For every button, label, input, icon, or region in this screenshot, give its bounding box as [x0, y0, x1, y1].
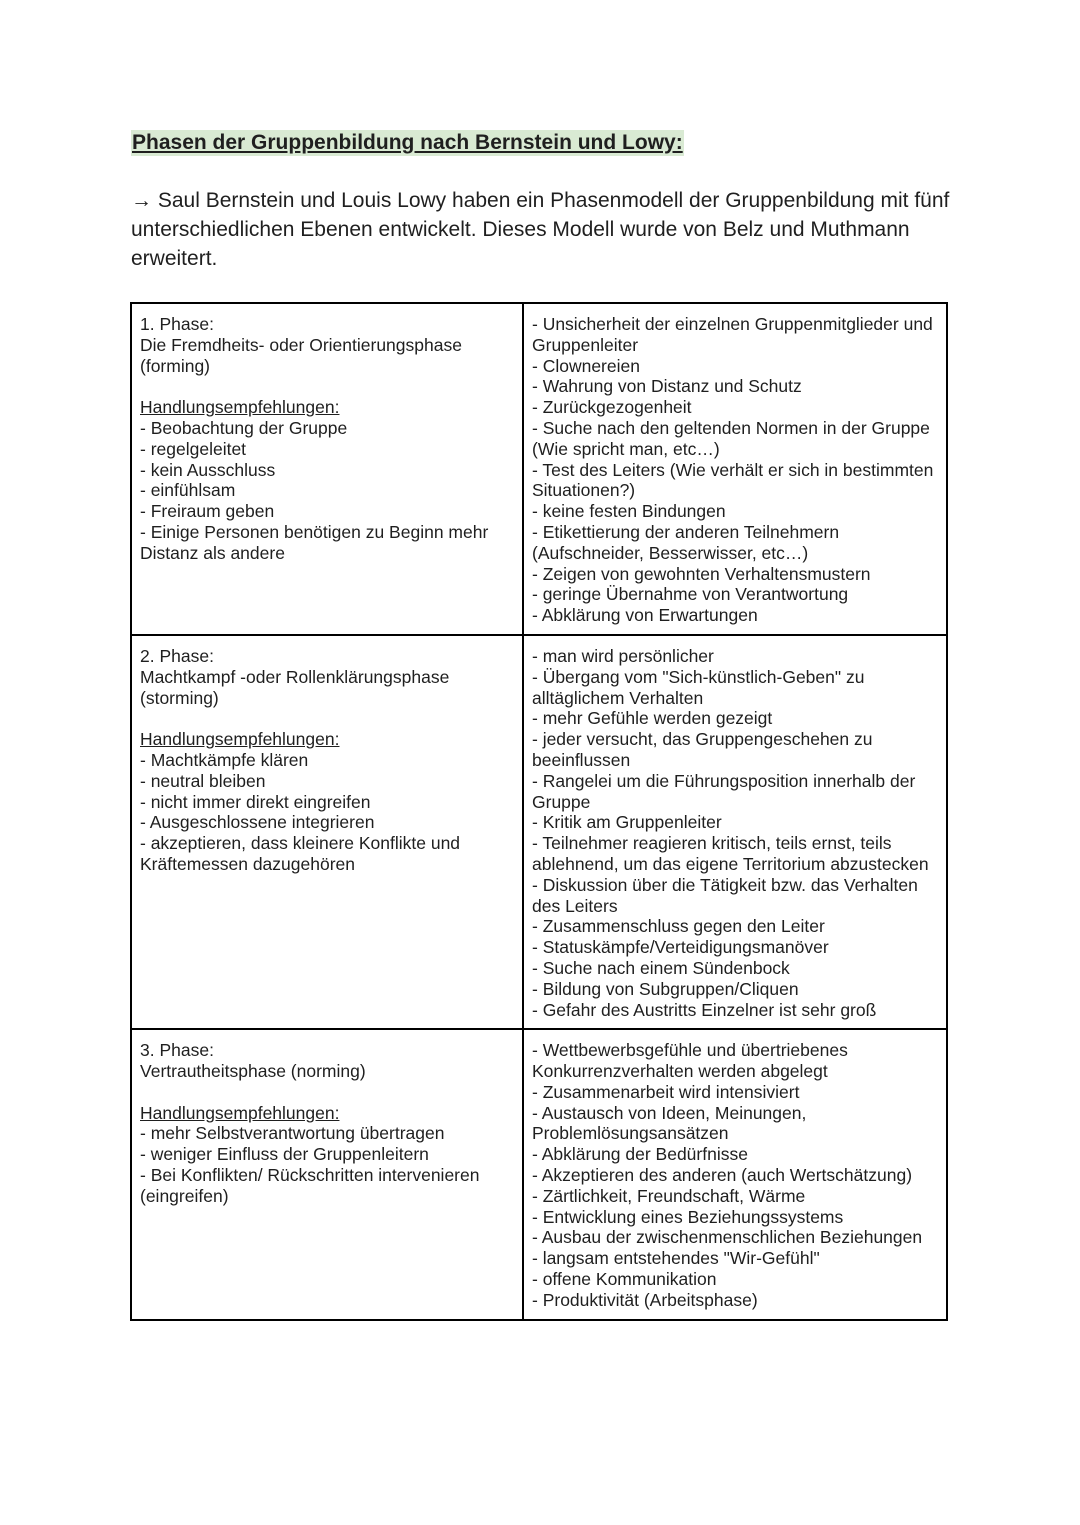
- intro-paragraph: → Saul Bernstein und Louis Lowy haben ein Phasenmodell der Gruppenbildung mit fünf unterschiedlichen Ebenen entwickelt. Dieses Modell wurde von Belz und Muthmann erweitert.: [131, 189, 950, 270]
- characteristic-item: - Abklärung von Erwartungen: [532, 605, 758, 626]
- phase-characteristics-cell: [523, 303, 947, 635]
- characteristic-item: - Gefahr des Austritts Einzelner ist sehr groß: [532, 999, 877, 1020]
- phase-number: 2. Phase:: [140, 645, 214, 666]
- recommendation-item: - Ausgeschlossene integrieren: [140, 812, 375, 833]
- characteristic-item: - Wettbewerbsgefühle und übertriebenes Konkurrenzverhalten werden abgelegt: [532, 1040, 848, 1082]
- phase-characteristics-cell: [523, 635, 947, 1029]
- characteristic-item: - keine festen Bindungen: [532, 501, 726, 522]
- phase-description-cell: [131, 1029, 523, 1319]
- characteristic-item: - geringe Übernahme von Verantwortung: [532, 584, 849, 605]
- characteristic-item: - Bildung von Subgruppen/Cliquen: [532, 978, 799, 999]
- characteristic-item: - man wird persönlicher: [532, 645, 714, 666]
- document-title: Phasen der Gruppenbildung nach Bernstein und Lowy:: [132, 131, 683, 154]
- characteristic-item: - Unsicherheit der einzelnen Gruppenmitglieder und Gruppenleiter: [532, 314, 933, 355]
- recommendation-item: - Beobachtung der Gruppe: [140, 417, 348, 438]
- recommendation-item: - nicht immer direkt eingreifen: [140, 791, 371, 812]
- characteristic-item: - Rangelei um die Führungsposition innerhalb der Gruppe: [532, 770, 916, 812]
- characteristic-item: - Entwicklung eines Beziehungssystems: [532, 1206, 844, 1227]
- characteristic-item: - Teilnehmer reagieren kritisch, teils ernst, teils ablehnend, um das eigene Territorium abzustecken: [532, 833, 929, 874]
- characteristic-item: - Zärtlichkeit, Freundschaft, Wärme: [532, 1185, 806, 1206]
- recommendation-item: - einfühlsam: [140, 480, 236, 501]
- characteristic-item: - Statuskämpfe/Verteidigungsmanöver: [532, 937, 829, 958]
- characteristic-item: - Kritik am Gruppenleiter: [532, 812, 722, 833]
- recommendation-item: - Freiraum geben: [140, 501, 275, 522]
- characteristic-item: - Suche nach den geltenden Normen in der Gruppe (Wie spricht man, etc…): [532, 417, 930, 459]
- phase-number: 1. Phase:: [140, 314, 214, 334]
- characteristic-item: - Clownereien: [532, 355, 640, 376]
- spacer: [140, 376, 514, 397]
- phase-english-name: (forming): [140, 355, 211, 376]
- characteristic-item: - Akzeptieren des anderen (auch Wertschätzung): [532, 1165, 913, 1186]
- recommendations-heading: Handlungsempfehlungen:: [140, 729, 340, 750]
- characteristic-item: - Wahrung von Distanz und Schutz: [532, 376, 802, 397]
- phase-name: Vertrautheitsphase (norming): [140, 1061, 366, 1082]
- recommendation-item: - mehr Selbstverantwortung übertragen: [140, 1123, 445, 1144]
- phase-description-cell: [131, 303, 523, 635]
- recommendation-item: - Einige Personen benötigen zu Beginn mehr Distanz als andere: [140, 521, 489, 563]
- recommendation-item: - akzeptieren, dass kleinere Konflikte und Kräftemessen dazugehören: [140, 833, 461, 874]
- characteristic-item: - Produktivität (Arbeitsphase): [532, 1289, 758, 1310]
- phase-english-name: (storming): [140, 687, 219, 708]
- characteristic-item: - Ausbau der zwischenmenschlichen Beziehungen: [532, 1227, 923, 1248]
- recommendation-item: - weniger Einfluss der Gruppenleitern: [140, 1144, 429, 1165]
- phase-number: 3. Phase:: [140, 1040, 214, 1061]
- characteristic-item: - offene Kommunikation: [532, 1269, 717, 1290]
- phase-description-cell: [131, 635, 523, 1029]
- phases-table: [130, 302, 948, 1321]
- phase-row: [131, 1029, 947, 1319]
- recommendation-item: - Machtkämpfe klären: [140, 749, 309, 770]
- phase-name: Die Fremdheits- oder Orientierungsphase: [140, 334, 462, 355]
- phase-characteristics-cell: [523, 1029, 947, 1319]
- characteristic-item: - Etikettierung der anderen Teilnehmern (Aufschneider, Besserwisser, etc…): [532, 521, 840, 563]
- recommendation-item: - neutral bleiben: [140, 770, 266, 791]
- recommendations-heading: Handlungsempfehlungen:: [140, 1102, 340, 1123]
- characteristic-item: - Zusammenarbeit wird intensiviert: [532, 1081, 800, 1102]
- characteristic-item: - langsam entstehendes "Wir-Gefühl": [532, 1248, 820, 1269]
- characteristic-item: - jeder versucht, das Gruppengeschehen zu beeinflussen: [532, 729, 873, 770]
- characteristic-item: - Abklärung der Bedürfnisse: [532, 1144, 748, 1165]
- characteristic-item: - Zusammenschluss gegen den Leiter: [532, 916, 825, 937]
- characteristic-item: - Zurückgezogenheit: [532, 397, 692, 418]
- recommendation-item: - kein Ausschluss: [140, 459, 276, 480]
- recommendation-item: - Bei Konflikten/ Rückschritten intervenieren (eingreifen): [140, 1165, 480, 1206]
- phases-table-body: [131, 303, 947, 1320]
- characteristic-item: - Diskussion über die Tätigkeit bzw. das Verhalten des Leiters: [532, 874, 918, 916]
- characteristic-item: - Suche nach einem Sündenbock: [532, 957, 790, 978]
- characteristic-item: - Austausch von Ideen, Meinungen, Problemlösungsansätzen: [532, 1102, 807, 1144]
- phase-row: [131, 635, 947, 1029]
- spacer: [140, 1082, 514, 1103]
- characteristic-item: - Test des Leiters (Wie verhält er sich in bestimmten Situationen?): [532, 459, 934, 501]
- spacer: [140, 708, 514, 729]
- characteristic-item: - Übergang vom "Sich-künstlich-Geben" zu alltäglichem Verhalten: [532, 666, 865, 708]
- recommendations-heading: Handlungsempfehlungen:: [140, 397, 340, 418]
- characteristic-item: - mehr Gefühle werden gezeigt: [532, 708, 773, 729]
- characteristic-item: - Zeigen von gewohnten Verhaltensmustern: [532, 563, 871, 584]
- phase-name: Machtkampf -oder Rollenklärungsphase: [140, 666, 450, 687]
- phase-row: [131, 303, 947, 635]
- recommendation-item: - regelgeleitet: [140, 438, 247, 459]
